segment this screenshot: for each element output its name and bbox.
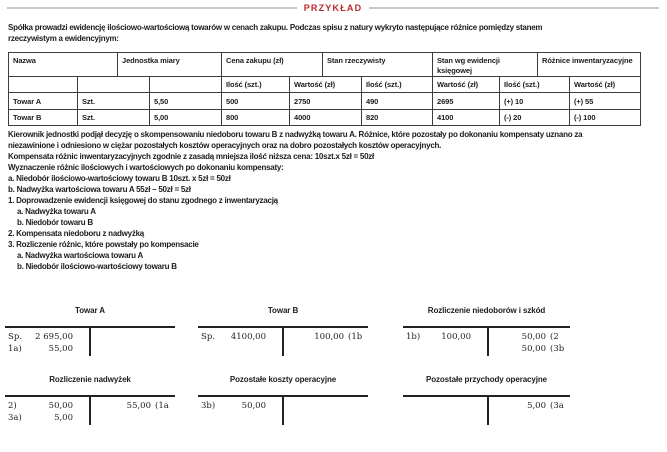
- entry-label: Sp.: [201, 332, 215, 342]
- entry-amount: 50,00: [48, 401, 73, 411]
- entry-amount: 4100,00: [230, 332, 266, 342]
- sub-header-cell: Ilość (szt.): [222, 77, 290, 93]
- t-account-divider: [282, 397, 284, 425]
- intro-line: rzeczywistym a ewidencyjnym:: [8, 34, 119, 43]
- table-cell: 500: [222, 93, 290, 110]
- entry-amount: 50,00: [521, 344, 546, 354]
- t-account-divider: [282, 328, 284, 356]
- t-account-divider: [487, 328, 489, 356]
- entry-label: 1b): [406, 332, 421, 342]
- entry-ref: (1a: [155, 401, 169, 411]
- table-row: [8, 110, 641, 126]
- entry-label: 3a): [8, 413, 22, 423]
- entry-amount: 55,00: [126, 401, 151, 411]
- table-cell: 4000: [290, 110, 362, 126]
- t-account-title: Pozostałe przychody operacyjne: [425, 375, 548, 384]
- sub-header-cell: Wartość (zł): [570, 77, 641, 93]
- t-account-body: [198, 395, 368, 433]
- group-header-cell: Stan rzeczywisty: [323, 52, 433, 77]
- table-group-header-row: [8, 52, 641, 77]
- entry-amount: 5,00: [54, 413, 73, 423]
- group-header-cell: Różnice inwentaryzacyjne: [538, 52, 641, 77]
- note-line: niezawinione i odniesiono w ciężar pozostałych kosztów operacyjnych oraz na dobro pozostałych kosztów operacyjnych.: [8, 141, 442, 150]
- entry-ref: (3b: [550, 344, 565, 354]
- table-cell: 2750: [290, 93, 362, 110]
- entry-amount: 55,00: [48, 344, 73, 354]
- table-cell: Szt.: [78, 110, 150, 126]
- entry-label: 2): [8, 401, 17, 411]
- group-header-cell: Nazwa: [8, 52, 118, 77]
- sub-header-cell: Ilość (szt.): [362, 77, 433, 93]
- group-header-cell: Cena zakupu (zł): [222, 52, 323, 77]
- intro-paragraph: [8, 22, 542, 44]
- notes-block: [8, 129, 582, 272]
- table-cell: 2695: [433, 93, 500, 110]
- intro-line: Spółka prowadzi ewidencję ilościowo-wartościową towarów w cenach zakupu. Podczas spisu z natury wykryto następujące różnice pomiędzy stanem: [8, 23, 543, 32]
- entry-label: 1a): [8, 344, 22, 354]
- table-cell: 4100: [433, 110, 500, 126]
- table-cell: 5,50: [150, 93, 222, 110]
- t-account-towar-b: [198, 306, 368, 364]
- sub-header-cell: [150, 77, 222, 93]
- entry-ref: (3a: [550, 401, 564, 411]
- sub-header-cell: Wartość (zł): [290, 77, 362, 93]
- t-account-title: Rozliczenie nadwyżek: [49, 375, 131, 384]
- note-line: a. Niedobór ilościowo-wartościowy towaru B 10szt. x 5zł = 50zł: [8, 174, 231, 183]
- table-cell: (-) 100: [570, 110, 641, 126]
- entry-label: Sp.: [8, 332, 22, 342]
- t-account-rozliczenie-nadwyzek: [5, 375, 175, 433]
- table-cell: 800: [222, 110, 290, 126]
- table-cell: (+) 55: [570, 93, 641, 110]
- entry-amount: 50,00: [521, 332, 546, 342]
- t-account-title: Rozliczenie niedoborów i szkód: [427, 306, 546, 315]
- table-cell: 820: [362, 110, 433, 126]
- table-cell: Towar B: [8, 110, 78, 126]
- entry-amount: 2 695,00: [35, 332, 73, 342]
- t-account-body: [403, 326, 570, 364]
- table-cell: Towar A: [8, 93, 78, 110]
- inventory-differences-table: [8, 52, 641, 126]
- t-account-divider: [89, 328, 91, 356]
- sub-header-cell: Ilość (szt.): [500, 77, 570, 93]
- t-account-title: Towar B: [267, 306, 299, 315]
- t-account-pozostale-koszty: [198, 375, 368, 433]
- t-account-body: [5, 395, 175, 433]
- note-line: 3. Rozliczenie różnic, które powstały po kompensacie: [8, 240, 199, 249]
- entry-ref: (2: [550, 332, 559, 342]
- entry-ref: (1b: [348, 332, 363, 342]
- table-cell: (-) 20: [500, 110, 570, 126]
- group-header-cell: Jednostka miary: [118, 52, 222, 77]
- note-line: 1. Doprowadzenie ewidencji księgowej do stanu zgodnego z inwentaryzacją: [8, 196, 278, 205]
- entry-amount: 100,00: [314, 332, 344, 342]
- note-line: Kierownik jednostki podjął decyzję o skompensowaniu niedoboru towaru B z nadwyżką towaru A. Różnice, które pozostały po dokonaniu kompensaty uznano za: [8, 130, 583, 139]
- note-line: 2. Kompensata niedoboru z nadwyżką: [8, 229, 144, 238]
- sub-header-cell: [8, 77, 78, 93]
- note-line: Wyznaczenie różnic ilościowych i wartościowych po dokonaniu kompensaty:: [8, 163, 284, 172]
- sub-header-cell: Wartość (zł): [433, 77, 500, 93]
- example-label: PRZYKŁAD: [303, 3, 363, 13]
- entry-amount: 100,00: [441, 332, 471, 342]
- note-line: b. Niedobór towaru B: [17, 218, 93, 227]
- entry-amount: 50,00: [241, 401, 266, 411]
- note-line: Kompensata różnic inwentaryzacyjnych zgodnie z zasadą mniejsza ilość niższa cena: 10szt.x 5zł = 50zł: [8, 152, 375, 161]
- t-account-towar-a: [5, 306, 175, 364]
- entry-label: 3b): [201, 401, 216, 411]
- table-cell: 490: [362, 93, 433, 110]
- table-row: [8, 93, 641, 110]
- t-account-body: [403, 395, 570, 433]
- note-line: b. Nadwyżka wartościowa towaru A 55zł – 50zł = 5zł: [8, 185, 191, 194]
- entry-amount: 5,00: [527, 401, 546, 411]
- t-account-title: Towar A: [75, 306, 105, 315]
- group-header-cell: Stan wg ewidencji księgowej: [433, 52, 538, 77]
- rule-line-right: [369, 7, 659, 9]
- note-line: b. Niedobór ilościowo-wartościowy towaru B: [17, 262, 177, 271]
- t-account-body: [5, 326, 175, 364]
- t-account-title: Pozostałe koszty operacyjne: [229, 375, 337, 384]
- t-account-body: [198, 326, 368, 364]
- rule-line-left: [7, 7, 297, 9]
- t-account-rozliczenie-niedoborow: [403, 306, 570, 364]
- table-cell: (+) 10: [500, 93, 570, 110]
- table-cell: Szt.: [78, 93, 150, 110]
- t-account-divider: [487, 397, 489, 425]
- table-cell: 5,00: [150, 110, 222, 126]
- example-header-rule: [7, 2, 659, 14]
- note-line: a. Nadwyżka towaru A: [17, 207, 96, 216]
- table-sub-header-row: [8, 77, 641, 93]
- note-line: a. Nadwyżka wartościowa towaru A: [17, 251, 143, 260]
- t-account-divider: [89, 397, 91, 425]
- sub-header-cell: [78, 77, 150, 93]
- t-account-pozostale-przychody: [403, 375, 570, 433]
